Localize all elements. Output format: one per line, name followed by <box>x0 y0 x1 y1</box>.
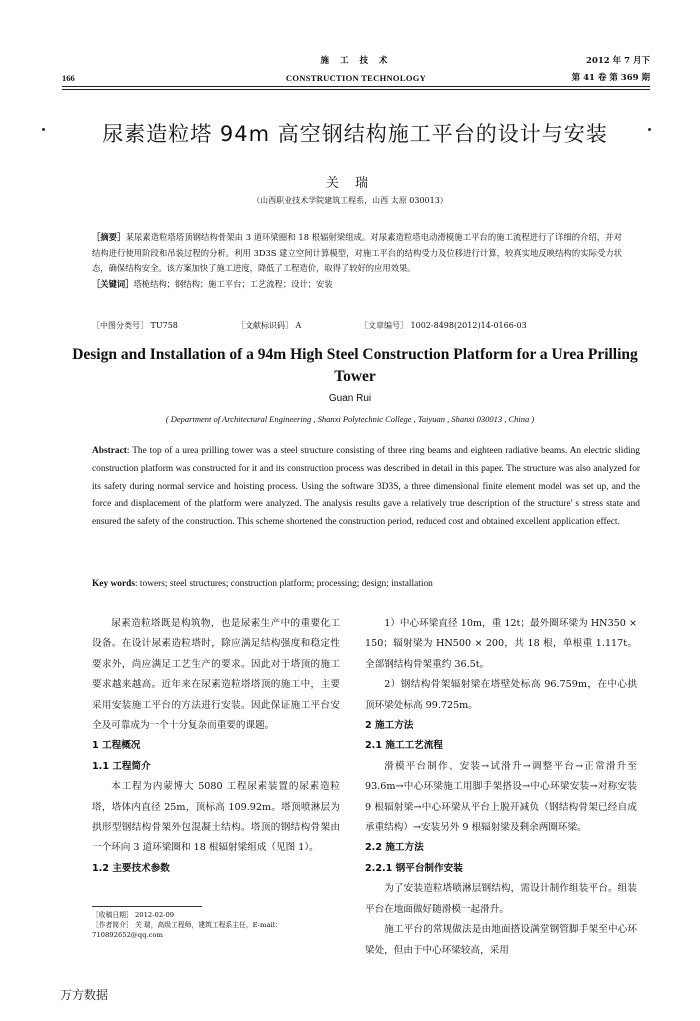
scan-dot <box>42 128 45 131</box>
section-heading: 1 工程概况 <box>92 740 141 752</box>
abstract-cn <box>92 230 622 292</box>
title-cn: 尿素造粒塔 94m 高空钢结构施工平台的设计与安装 <box>102 122 608 146</box>
abstract-cn-label: ［摘要］ <box>92 232 126 242</box>
footnote-rule <box>92 906 202 907</box>
document-code: ［文献标识码］ A <box>237 321 302 330</box>
footnote <box>92 910 342 940</box>
subsection-heading: 1.2 主要技术参数 <box>92 862 170 874</box>
header-rule-thin <box>62 89 650 90</box>
paragraph: 施工平台的常规做法是由地面搭设满堂钢管脚手架至中心环梁处，但由于中心环梁较高，采用 <box>365 924 637 956</box>
affiliation-cn: （山西职业技术学院建筑工程系，山西 太原 030013） <box>252 196 448 205</box>
body-right-column <box>365 614 637 961</box>
subsection-heading: 2.2 施工方法 <box>365 842 424 854</box>
intro-paragraph: 尿素造粒塔既是构筑物，也是尿素生产中的重要化工设备。在设计尿素造粒塔时，除应满足结构强度和稳定性要求外，尚应满足工艺生产的要求。因此对于塔顶的施工要求越来越高。近年来在尿素造粒塔塔顶的施工中，主要采用安装施工平台的方法进行安装。因此保证施工平台安全及可靠成为一个十分复杂而重要的课题。 <box>92 618 340 732</box>
journal-name-en: CONSTRUCTION TECHNOLOGY <box>285 73 427 83</box>
body-left-column <box>92 614 340 879</box>
keywords-cn: 塔桅结构；钢结构；施工平台；工艺流程；设计；安装 <box>133 278 333 289</box>
keywords-en-text: : towers; steel structures; construction platform; processing; design; installation <box>134 579 433 589</box>
page-number: 166 <box>62 73 75 83</box>
running-header <box>62 56 650 88</box>
paragraph: 为了安装造粒塔喷淋层钢结构，需设计制作组装平台。组装平台在地面做好随滑模一起滑升。 <box>365 883 637 915</box>
subsection-heading: 2.1 施工工艺流程 <box>365 740 443 752</box>
subsubsection-heading: 2.2.1 钢平台制作安装 <box>365 862 463 874</box>
header-rule-thick <box>62 86 650 87</box>
paragraph: 滑模平台制作、安装→试滑升→调整平台→正常滑升至 93.6m→中心环梁施工用脚手架搭设→中心环梁安装→对称安装 9 根辐射梁→中心环梁从平台上脱开减负（钢结构骨架已经自成承重结构）→安装另外 9 根辐射梁及剩余两圈环梁。 <box>365 760 637 834</box>
title-en: Design and Installation of a 94m High Steel Construction Platform for a Urea Prilling Tower <box>72 346 638 385</box>
abstract-en <box>92 443 640 532</box>
paragraph: 1）中心环梁直径 10m，重 12t；最外圈环梁为 HN350 × 150；辐射梁为 HN500 × 200，共 18 根，单根重 1.117t。全部钢结构骨架重约 36.5t。 <box>365 618 637 670</box>
clc-number: ［中图分类号］ TU758 <box>92 321 178 330</box>
author-cn: 关 瑞 <box>325 176 375 191</box>
paragraph: 本工程为内蒙博大 5080 工程尿素装置的尿素造粒塔，塔体内直径 25m，顶标高 109.92m。塔顶喷淋层为拱形型钢结构骨架外包混凝土结构。塔顶的钢结构骨架由一个环向 3 道环梁圈和 18 根辐射梁组成（见图 1）。 <box>92 781 340 854</box>
affiliation-en: ( Department of Architectural Engineering , Shanxi Polytechnic College , Taiyuan , Shanxi 030013 , China ) <box>165 414 535 424</box>
keywords-en-label: Key words <box>92 579 135 589</box>
article-number: ［文章编号］ 1002-8498(2012)14-0166-03 <box>360 321 527 330</box>
journal-name-cn: 施 工 技 术 <box>320 56 392 66</box>
author-bio: ［作者简介］ 关 瑞，高级工程师，建筑工程系主任，E-mail：710892652@qq.com <box>92 921 282 939</box>
received-date: ［收稿日期］ 2012-02-09 <box>92 911 175 919</box>
section-heading: 2 施工方法 <box>365 720 414 732</box>
keywords-en <box>92 577 640 591</box>
abstract-en-text: : The top of a urea prilling tower was a steel structure consisting of three ring beams and eighteen radiative beams. An electric sliding construction platform was constructed for it and its construction process was described in detail in this paper. The structure was also analyzed for its safety during normal service and hoisting process. Using the software 3D3S, a three dimensional finite element model was set up, and the force and displacement of the platform were analyzed. The analysis results gave a relatively true description of the structure' s stress state and ensured the safety of the construction. This scheme shortened the construction period, reduced cost and obtained excellent application effect. <box>92 446 640 528</box>
volume-issue: 第 41 卷 第 369 期 <box>571 73 650 83</box>
paragraph: 2）钢结构骨架辐射梁在塔壁处标高 96.759m，在中心拱顶环梁处标高 99.725m。 <box>365 679 637 711</box>
subsection-heading: 1.1 工程简介 <box>92 760 151 772</box>
keywords-cn-label: ［关键词］ <box>92 278 134 289</box>
watermark: 万方数据 <box>60 988 109 1002</box>
abstract-cn-text: 某尿素造粒塔塔顶钢结构骨架由 3 道环梁圈和 18 根辐射梁组成。对尿素造粒塔电动滑模施工平台的施工流程进行了详细的介绍，并对结构进行使用阶段和吊装过程的分析。利用 3D3S 建立空间计算模型，对施工平台的结构受力及位移进行计算，较真实地反映结构的实际受力状态，确保结构安全。该方案加快了施工进度，降低了工程造价，取得了较好的应用效果。 <box>92 232 622 273</box>
issue-date: 2012 年 7 月下 <box>586 56 650 66</box>
classification-row <box>92 320 622 334</box>
author-en: Guan Rui <box>328 393 372 404</box>
abstract-en-label: Abstract <box>92 446 127 456</box>
